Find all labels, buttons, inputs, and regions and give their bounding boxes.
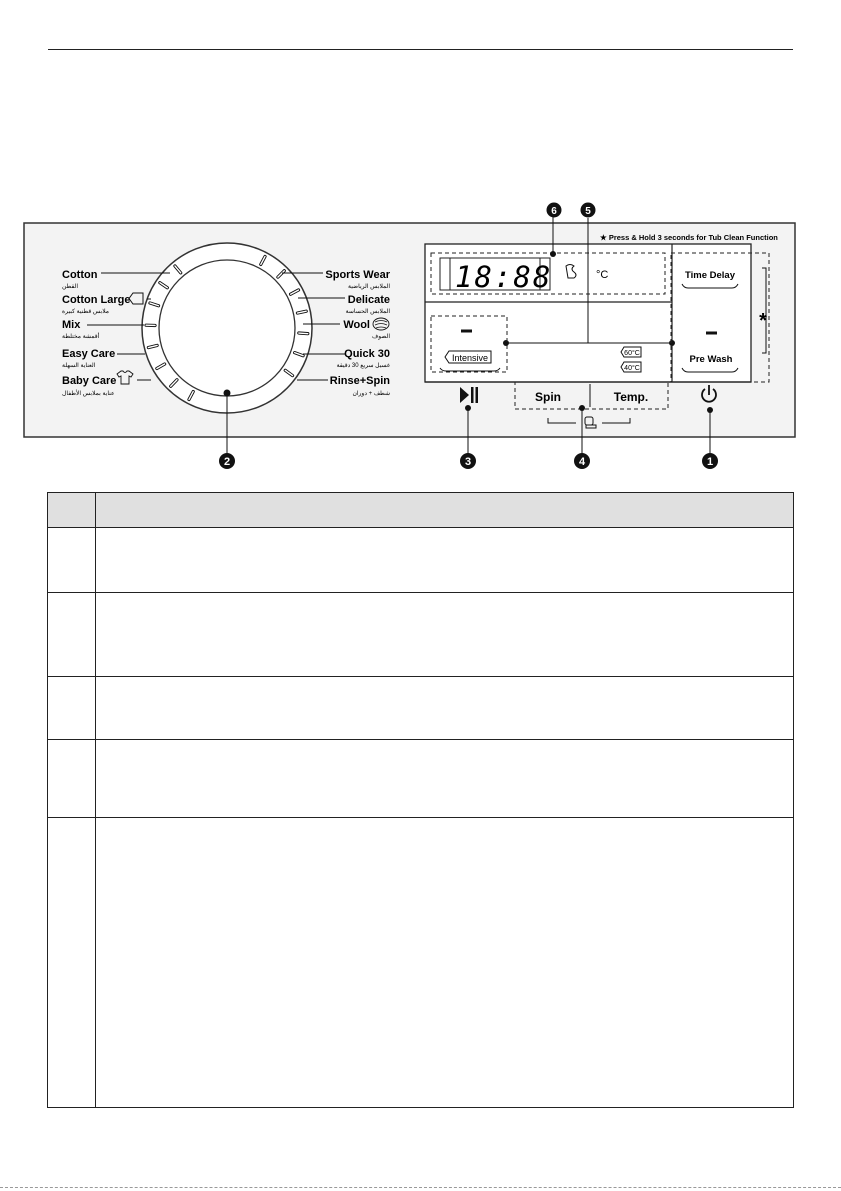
table-row [48, 677, 794, 740]
svg-text:2: 2 [223, 456, 231, 468]
svg-text:الصوف: الصوف [371, 334, 390, 340]
svg-text:5: 5 [585, 206, 591, 217]
svg-text:Mix: Mix [62, 319, 81, 331]
svg-text:ملابس قطنية كبيرة: ملابس قطنية كبيرة [62, 309, 110, 315]
svg-text:Cotton: Cotton [62, 269, 98, 281]
svg-text:شطف + دوران: شطف + دوران [352, 391, 390, 397]
table-row [48, 818, 794, 1108]
svg-text:Wool: Wool [343, 319, 370, 331]
svg-text:Quick 30: Quick 30 [344, 348, 390, 360]
spin-button[interactable]: Spin [535, 390, 561, 404]
table-row [48, 528, 794, 593]
svg-text:العناية السهلة: العناية السهلة [62, 363, 96, 369]
svg-text:الملابس الحساسة: الملابس الحساسة [345, 309, 390, 315]
svg-text:Time Delay: Time Delay [685, 270, 735, 281]
star-marker: * [759, 310, 767, 332]
svg-text:40°C: 40°C [624, 365, 640, 372]
svg-text:Cotton Large: Cotton Large [62, 294, 131, 306]
svg-text:Pre Wash: Pre Wash [689, 354, 733, 365]
svg-text:Intensive: Intensive [451, 353, 489, 363]
svg-text:القطن: القطن [62, 284, 79, 290]
svg-text:الملابس الرياضية: الملابس الرياضية [348, 284, 390, 290]
temp-button[interactable]: Temp. [613, 390, 649, 404]
table-header-desc [96, 493, 794, 528]
callout-5 [581, 203, 596, 218]
page-footer-rule [0, 1187, 841, 1188]
svg-text:Easy Care: Easy Care [62, 348, 116, 360]
tub-clean-note: ★ Press & Hold 3 seconds for Tub Clean Function [600, 233, 778, 242]
svg-text:4: 4 [578, 456, 586, 468]
svg-text:6: 6 [551, 206, 557, 217]
callout-6 [547, 203, 562, 218]
svg-text:60°C: 60°C [624, 350, 640, 357]
table-row [48, 740, 794, 818]
svg-text:عناية بملابس الأطفال: عناية بملابس الأطفال [62, 391, 115, 397]
temp-unit: °C [596, 269, 609, 281]
description-table [47, 492, 794, 1108]
seven-seg-display: 18:88 [455, 260, 553, 294]
dial-tick [299, 333, 308, 334]
table-row [48, 593, 794, 677]
callout-4 [574, 453, 590, 469]
svg-text:غسيل سريع 30 دقيقة: غسيل سريع 30 دقيقة [336, 363, 390, 369]
table-header-num [48, 493, 96, 528]
svg-text:أقمشة مختلطة: أقمشة مختلطة [62, 334, 100, 340]
svg-text:Baby Care: Baby Care [62, 375, 117, 387]
intensive-button[interactable] [445, 351, 491, 363]
callout-1 [702, 453, 718, 469]
svg-text:3: 3 [464, 456, 472, 468]
callout-2 [219, 453, 235, 469]
svg-text:Sports Wear: Sports Wear [325, 269, 390, 281]
svg-text:Delicate: Delicate [347, 294, 390, 306]
callout-3 [460, 453, 476, 469]
svg-text:Rinse+Spin: Rinse+Spin [329, 375, 390, 387]
control-panel-diagram [0, 0, 841, 480]
svg-text:1: 1 [706, 456, 714, 468]
